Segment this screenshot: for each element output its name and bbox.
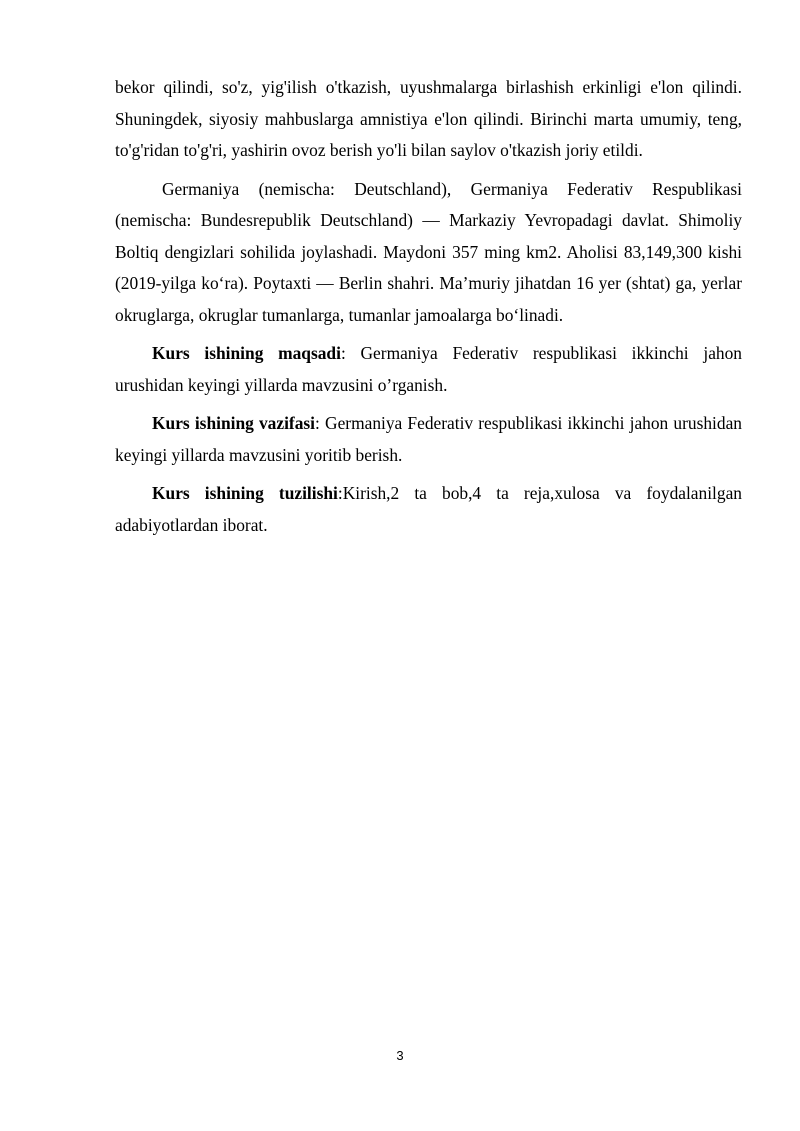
structure-label: Kurs ishining tuzilishi — [152, 483, 338, 503]
page-number: 3 — [396, 1048, 404, 1063]
goal-text: : Germaniya Federativ respublikasi ikkinchi jahon urushidan keyingi yillarda mavzusini o’rganish. — [115, 343, 742, 395]
paragraph-structure — [115, 478, 742, 541]
task-label: Kurs ishining vazifasi — [152, 413, 316, 433]
paragraph-goal — [115, 338, 742, 401]
paragraph-intro: bekor qilindi, so'z, yig'ilish o'tkazish, uyushmalarga birlashish erkinligi e'lon qilindi. Shuningdek, siyosiy mahbuslarga amnistiya e'lon qilindi. Birinchi marta umumiy, teng, to'g'ridan to'g'ri, yashirin ovoz berish yo'li bilan saylov o'tkazish joriy etildi. — [115, 77, 742, 160]
structure-text: :Kirish,2 ta bob,4 ta reja,xulosa va foydalanilgan adabiyotlardan iborat. — [115, 483, 742, 535]
goal-label: Kurs ishining maqsadi — [152, 343, 341, 363]
task-text: : Germaniya Federativ respublikasi ikkinchi jahon urushidan keyingi yillarda mavzusini yoritib berish. — [115, 413, 742, 465]
paragraph-germany: Germaniya (nemischa: Deutschland), Germaniya Federativ Respublikasi (nemischa: Bundesrepublik Deutschland) — Markaziy Yevropadagi davlat. Shimoliy Boltiq dengizlari sohilida joylashadi. Maydoni 357 ming km2. Aholisi 83,149,300 kishi (2019-yilga koʻra). Poytaxti — Berlin shahri. Maʼmuriy jihatdan 16 yer (shtat) ga, yerlar okruglarga, okruglar tumanlarga, tumanlar jamoalarga boʻlinadi. — [115, 178, 742, 325]
document-body — [115, 72, 742, 541]
paragraph-task — [115, 408, 742, 471]
